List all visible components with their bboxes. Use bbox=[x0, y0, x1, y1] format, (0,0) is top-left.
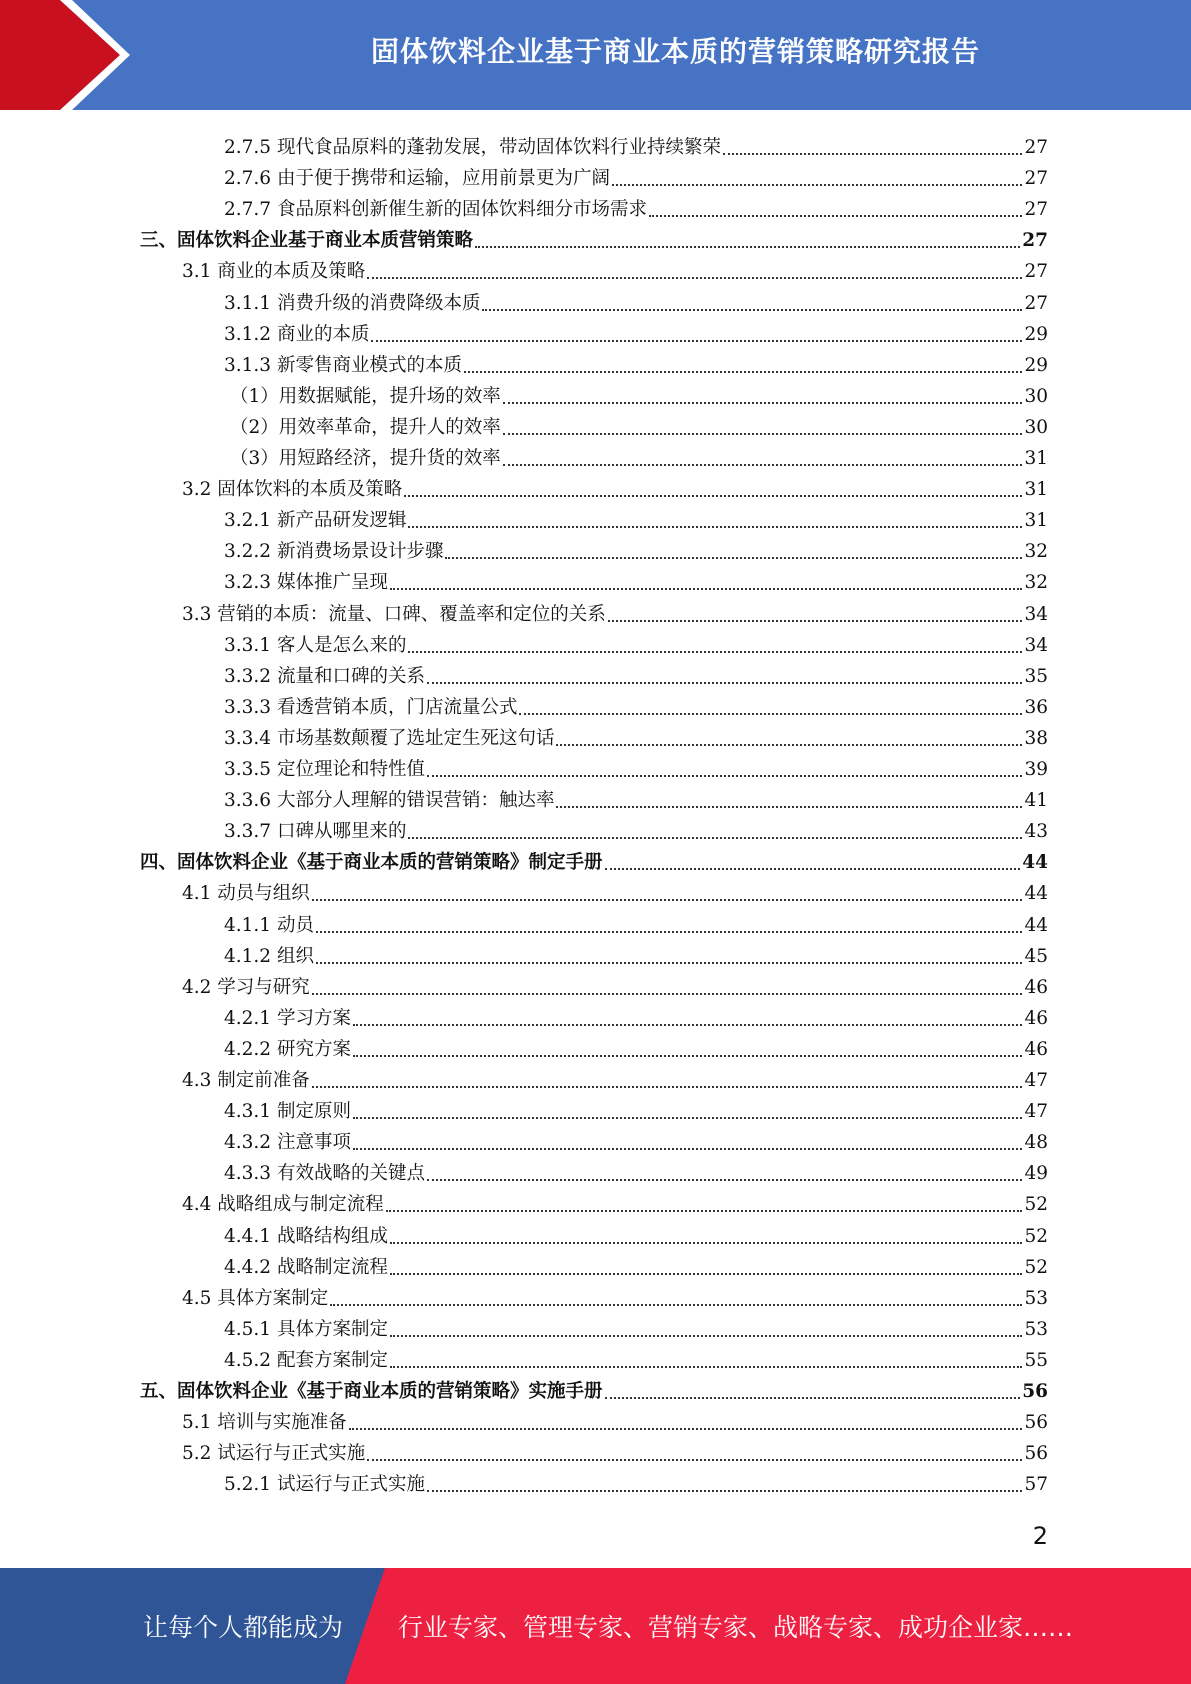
toc-entry-title: 4.3.1 制定原则 bbox=[224, 1101, 351, 1123]
toc-leader-dots bbox=[367, 276, 1022, 279]
toc-entry-title: 3.2.1 新产品研发逻辑 bbox=[224, 510, 407, 532]
toc-entry-page: 44 bbox=[1022, 852, 1048, 874]
toc-leader-dots bbox=[312, 1085, 1023, 1088]
toc-entry-page: 41 bbox=[1024, 790, 1048, 812]
toc-leader-dots bbox=[390, 1365, 1022, 1368]
toc-entry-title: 4.1.2 组织 bbox=[224, 945, 314, 967]
toc-entry[interactable] bbox=[224, 750, 1048, 781]
toc-entry-title: 4.2.1 学习方案 bbox=[224, 1007, 351, 1029]
toc-leader-dots bbox=[503, 401, 1023, 404]
toc-entry[interactable] bbox=[224, 626, 1048, 657]
toc-entry-title: 4.3.2 注意事项 bbox=[224, 1132, 351, 1154]
toc-leader-dots bbox=[427, 1489, 1022, 1492]
toc-leader-dots bbox=[427, 681, 1022, 684]
toc-entry-page: 47 bbox=[1024, 1070, 1048, 1091]
toc-entry-page: 31 bbox=[1024, 448, 1048, 469]
toc-entry[interactable] bbox=[224, 284, 1048, 315]
toc-entry[interactable] bbox=[224, 999, 1048, 1030]
toc-entry-page: 57 bbox=[1024, 1474, 1048, 1496]
toc-leader-dots bbox=[556, 805, 1022, 808]
toc-entry-page: 47 bbox=[1024, 1101, 1048, 1123]
toc-entry-title: 五、固体饮料企业《基于商业本质的营销策略》实施手册 bbox=[140, 1381, 603, 1402]
toc-entry-title: 3.3.5 定位理论和特性值 bbox=[224, 759, 425, 780]
toc-entry-page: 48 bbox=[1024, 1132, 1048, 1154]
toc-entry-title: 5.1 培训与实施准备 bbox=[182, 1412, 347, 1434]
toc-entry-title: 3.3.7 口碑从哪里来的 bbox=[224, 821, 407, 843]
toc-leader-dots bbox=[649, 214, 1022, 217]
toc-leader-dots bbox=[445, 556, 1022, 559]
toc-entry[interactable] bbox=[224, 719, 1048, 750]
toc-leader-dots bbox=[390, 1272, 1022, 1275]
toc-entry[interactable] bbox=[224, 1341, 1048, 1372]
toc-entry-title: （3）用短路经济，提升货的效率 bbox=[230, 448, 501, 469]
toc-leader-dots bbox=[367, 1458, 1022, 1461]
toc-entry-title: 5.2.1 试运行与正式实施 bbox=[224, 1474, 425, 1496]
page-footer bbox=[0, 1568, 1191, 1684]
toc-entry-page: 34 bbox=[1024, 634, 1048, 656]
toc-entry-page: 27 bbox=[1024, 261, 1048, 283]
toc-entry-page: 30 bbox=[1024, 385, 1048, 407]
toc-entry-title: 3.2 固体饮料的本质及策略 bbox=[182, 479, 403, 501]
toc-entry-page: 32 bbox=[1024, 572, 1048, 594]
toc-entry-page: 52 bbox=[1024, 1194, 1048, 1216]
toc-entry[interactable] bbox=[140, 1372, 1048, 1403]
toc-entry-page: 44 bbox=[1024, 883, 1048, 905]
toc-entry-page: 31 bbox=[1024, 510, 1048, 532]
toc-entry-title: 3.3.3 看透营销本质，门店流量公式 bbox=[224, 696, 518, 718]
toc-entry-page: 56 bbox=[1022, 1381, 1048, 1402]
toc-entry-title: 2.7.7 食品原料创新催生新的固体饮料细分市场需求 bbox=[224, 199, 647, 221]
toc-entry-title: 3.1.2 商业的本质 bbox=[224, 323, 370, 345]
toc-entry-title: 3.3.1 客人是怎么来的 bbox=[224, 634, 407, 656]
toc-entry-page: 44 bbox=[1024, 914, 1048, 936]
toc-entry-page: 49 bbox=[1024, 1163, 1048, 1185]
toc-entry[interactable] bbox=[182, 595, 1048, 626]
toc-entry[interactable] bbox=[224, 1154, 1048, 1185]
toc-entry[interactable] bbox=[224, 906, 1048, 937]
toc-entry-title: 4.1.1 动员 bbox=[224, 914, 314, 936]
toc-entry-page: 43 bbox=[1024, 821, 1048, 843]
toc-entry-title: 5.2 试运行与正式实施 bbox=[182, 1443, 366, 1465]
toc-entry-title: （1）用数据赋能，提升场的效率 bbox=[230, 385, 501, 407]
toc-entry-page: 55 bbox=[1024, 1349, 1048, 1371]
toc-entry[interactable] bbox=[224, 688, 1048, 719]
toc-entry-title: 4.2 学习与研究 bbox=[182, 976, 310, 998]
toc-entry[interactable] bbox=[230, 377, 1048, 408]
toc-entry-title: 4.3.3 有效战略的关键点 bbox=[224, 1163, 425, 1185]
toc-entry-page: 46 bbox=[1024, 1038, 1048, 1060]
toc-leader-dots bbox=[316, 961, 1023, 964]
toc-entry-title: 4.4.1 战略结构组成 bbox=[224, 1225, 388, 1247]
toc-entry[interactable] bbox=[182, 1185, 1048, 1216]
toc-entry-page: 30 bbox=[1024, 416, 1048, 438]
toc-entry[interactable] bbox=[224, 812, 1048, 843]
toc-entry[interactable] bbox=[224, 1248, 1048, 1279]
toc-entry-page: 36 bbox=[1024, 696, 1048, 718]
toc-entry[interactable] bbox=[224, 781, 1048, 812]
toc-entry-title: 4.5 具体方案制定 bbox=[182, 1287, 329, 1309]
toc-leader-dots bbox=[608, 619, 1023, 622]
toc-leader-dots bbox=[390, 1334, 1022, 1337]
toc-entry-page: 29 bbox=[1024, 323, 1048, 345]
toc-entry-title: 3.3.6 大部分人理解的错误营销：触达率 bbox=[224, 790, 555, 812]
toc-entry-page: 27 bbox=[1024, 199, 1048, 221]
toc-entry-title: 3.1.1 消费升级的消费降级本质 bbox=[224, 292, 481, 314]
toc-entry-page: 31 bbox=[1024, 479, 1048, 501]
toc-entry-page: 56 bbox=[1024, 1412, 1048, 1434]
toc-entry[interactable] bbox=[230, 439, 1048, 470]
toc-entry[interactable] bbox=[182, 1403, 1048, 1434]
toc-entry[interactable] bbox=[182, 1434, 1048, 1465]
toc-leader-dots bbox=[408, 836, 1022, 839]
toc-entry[interactable] bbox=[224, 1310, 1048, 1341]
toc-leader-dots bbox=[353, 1147, 1023, 1150]
toc-entry-page: 56 bbox=[1024, 1443, 1048, 1465]
toc-entry-title: 3.3 营销的本质：流量、口碑、覆盖率和定位的关系 bbox=[182, 603, 606, 625]
toc-entry-page: 27 bbox=[1024, 168, 1048, 190]
toc-leader-dots bbox=[390, 587, 1022, 590]
toc-entry-page: 46 bbox=[1024, 1007, 1048, 1029]
toc-entry-title: 3.3.2 流量和口碑的关系 bbox=[224, 665, 425, 687]
toc-entry[interactable] bbox=[224, 190, 1048, 221]
toc-leader-dots bbox=[503, 463, 1023, 466]
toc-leader-dots bbox=[475, 245, 1020, 248]
toc-entry-page: 34 bbox=[1024, 603, 1048, 625]
toc-entry-page: 53 bbox=[1024, 1318, 1048, 1340]
toc-leader-dots bbox=[723, 152, 1022, 155]
toc-leader-dots bbox=[353, 1023, 1023, 1026]
toc-entry[interactable] bbox=[140, 843, 1048, 874]
toc-entry-page: 32 bbox=[1024, 541, 1048, 563]
toc-entry[interactable] bbox=[224, 563, 1048, 594]
page-number: 2 bbox=[1032, 1522, 1048, 1550]
toc-leader-dots bbox=[464, 370, 1022, 373]
toc-leader-dots bbox=[408, 525, 1022, 528]
toc-entry-page: 27 bbox=[1024, 292, 1048, 314]
toc-leader-dots bbox=[316, 930, 1023, 933]
toc-entry[interactable] bbox=[224, 315, 1048, 346]
toc-entry-title: 4.4 战略组成与制定流程 bbox=[182, 1194, 384, 1216]
toc-entry[interactable] bbox=[182, 252, 1048, 283]
footer-slogan-right: 行业专家、管理专家、营销专家、战略专家、成功企业家…… bbox=[398, 1613, 1074, 1642]
toc-leader-dots bbox=[427, 774, 1022, 777]
toc-entry[interactable] bbox=[224, 1217, 1048, 1248]
toc-entry-title: 3.3.4 市场基数颠覆了选址定生死这句话 bbox=[224, 727, 555, 749]
toc-leader-dots bbox=[427, 1178, 1022, 1181]
toc-entry-title: 2.7.5 现代食品原料的蓬勃发展，带动固体饮料行业持续繁荣 bbox=[224, 137, 721, 158]
toc-entry-title: 4.2.2 研究方案 bbox=[224, 1038, 351, 1060]
toc-entry-title: 四、固体饮料企业《基于商业本质的营销策略》制定手册 bbox=[140, 852, 603, 874]
toc-entry[interactable] bbox=[140, 221, 1048, 252]
toc-entry[interactable] bbox=[182, 1279, 1048, 1310]
toc-entry[interactable] bbox=[224, 128, 1048, 159]
toc-entry[interactable] bbox=[224, 1123, 1048, 1154]
toc-entry-page: 46 bbox=[1024, 976, 1048, 998]
toc-entry[interactable] bbox=[224, 1092, 1048, 1123]
toc-leader-dots bbox=[482, 308, 1022, 311]
toc-entry-title: 三、固体饮料企业基于商业本质营销策略 bbox=[140, 230, 474, 252]
toc-leader-dots bbox=[353, 1116, 1023, 1119]
document-title: 固体饮料企业基于商业本质的营销策略研究报告 bbox=[370, 35, 980, 68]
toc-entry[interactable] bbox=[182, 968, 1048, 999]
toc-leader-dots bbox=[556, 743, 1022, 746]
toc-entry-title: 2.7.6 由于便于携带和运输，应用前景更为广阔 bbox=[224, 168, 610, 190]
toc-entry[interactable] bbox=[182, 470, 1048, 501]
toc-entry-title: 4.4.2 战略制定流程 bbox=[224, 1256, 388, 1278]
toc-entry[interactable] bbox=[224, 1030, 1048, 1061]
toc-entry[interactable] bbox=[182, 1061, 1048, 1092]
toc-leader-dots bbox=[353, 1054, 1023, 1057]
toc-entry[interactable] bbox=[230, 408, 1048, 439]
toc-entry-page: 52 bbox=[1024, 1225, 1048, 1247]
toc-leader-dots bbox=[605, 867, 1021, 870]
toc-entry[interactable] bbox=[224, 159, 1048, 190]
toc-entry-page: 35 bbox=[1024, 665, 1048, 687]
toc-entry-title: 4.5.2 配套方案制定 bbox=[224, 1349, 388, 1371]
toc-leader-dots bbox=[390, 1241, 1022, 1244]
toc-entry[interactable] bbox=[224, 937, 1048, 968]
toc-entry-title: 3.2.2 新消费场景设计步骤 bbox=[224, 541, 444, 563]
toc-entry-page: 45 bbox=[1024, 945, 1048, 967]
footer-slogan-left: 让每个人都能成为 bbox=[143, 1613, 344, 1642]
toc-entry[interactable] bbox=[182, 874, 1048, 905]
toc-leader-dots bbox=[612, 183, 1022, 186]
toc-entry-page: 38 bbox=[1024, 727, 1048, 749]
toc-entry-page: 39 bbox=[1024, 759, 1048, 780]
toc-leader-dots bbox=[312, 898, 1023, 901]
page-header bbox=[0, 0, 1191, 110]
toc-entry-title: 4.1 动员与组织 bbox=[182, 883, 310, 905]
toc-entry[interactable] bbox=[224, 657, 1048, 688]
toc-entry[interactable] bbox=[224, 1465, 1048, 1496]
toc-entry[interactable] bbox=[224, 346, 1048, 377]
toc-leader-dots bbox=[404, 494, 1022, 497]
toc-leader-dots bbox=[408, 650, 1022, 653]
toc-entry-title: 3.1.3 新零售商业模式的本质 bbox=[224, 354, 462, 376]
toc-entry-page: 29 bbox=[1024, 354, 1048, 376]
toc-leader-dots bbox=[371, 339, 1022, 342]
toc-entry-page: 53 bbox=[1024, 1287, 1048, 1309]
toc-leader-dots bbox=[519, 712, 1022, 715]
toc-leader-dots bbox=[605, 1396, 1021, 1399]
toc-entry-page: 27 bbox=[1024, 137, 1048, 158]
toc-entry[interactable] bbox=[224, 532, 1048, 563]
toc-entry-title: （2）用效率革命，提升人的效率 bbox=[230, 416, 501, 438]
toc-entry-page: 52 bbox=[1024, 1256, 1048, 1278]
toc-leader-dots bbox=[386, 1209, 1023, 1212]
toc-leader-dots bbox=[503, 432, 1023, 435]
toc-entry-title: 4.5.1 具体方案制定 bbox=[224, 1318, 388, 1340]
toc-leader-dots bbox=[349, 1427, 1023, 1430]
toc-entry-title: 4.3 制定前准备 bbox=[182, 1070, 310, 1091]
toc-entry[interactable] bbox=[224, 501, 1048, 532]
toc-leader-dots bbox=[330, 1303, 1022, 1306]
toc-leader-dots bbox=[312, 992, 1023, 995]
toc-entry-page: 27 bbox=[1022, 230, 1048, 252]
toc-entry-title: 3.1 商业的本质及策略 bbox=[182, 261, 366, 283]
toc-entry-title: 3.2.3 媒体推广呈现 bbox=[224, 572, 388, 594]
